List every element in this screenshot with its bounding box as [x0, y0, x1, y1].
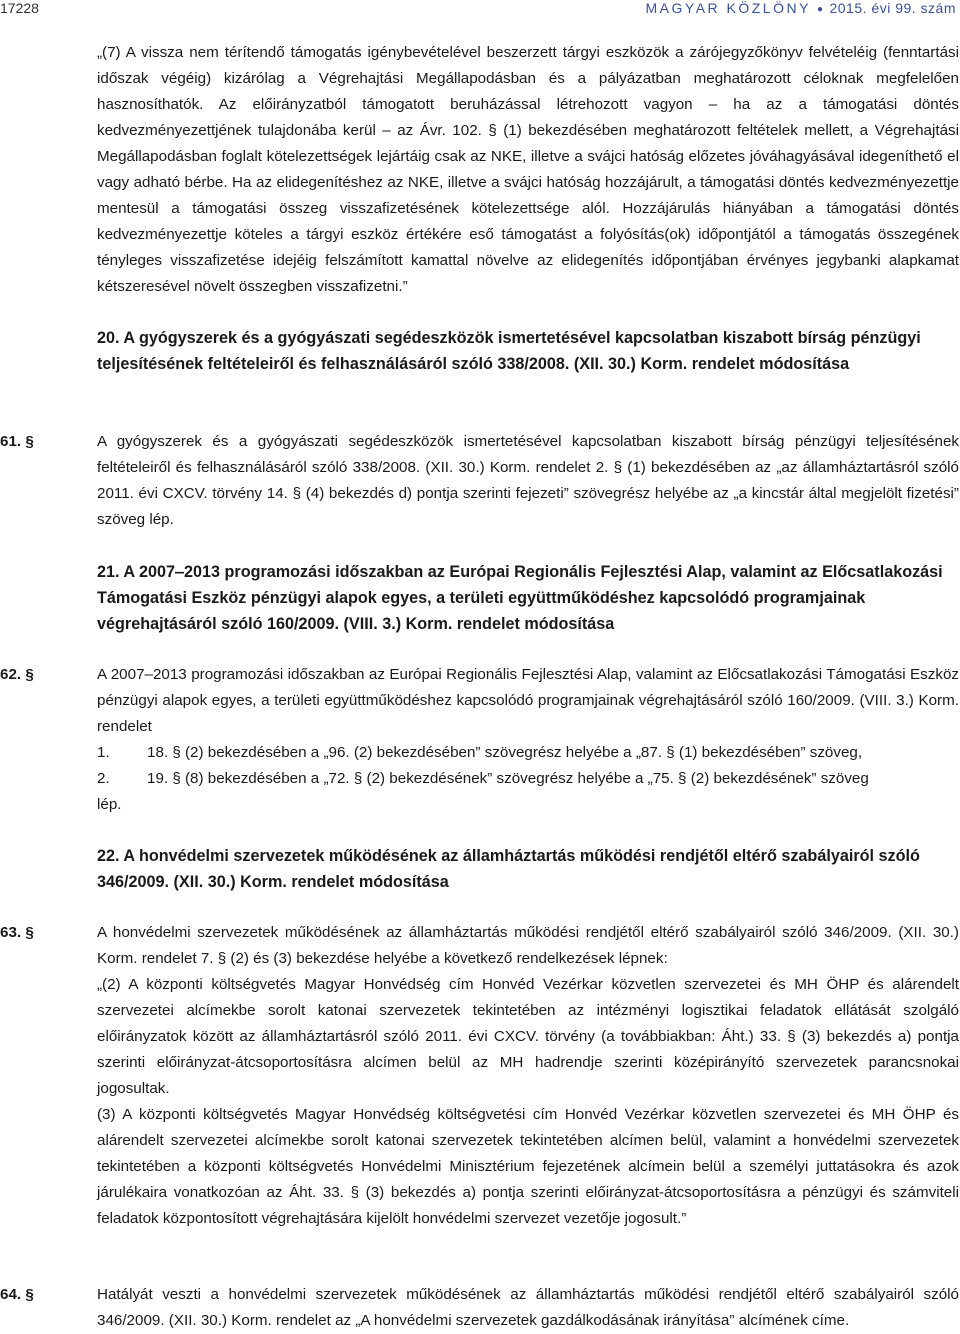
- section-63-number: 63. §: [0, 924, 34, 941]
- list-item-text: 18. § (2) bekezdésében a „96. (2) bekezdésében” szövegrész helyébe a „87. § (1) bekezdésében” szöveg,: [147, 744, 863, 761]
- section-63-paragraph-2: „(2) A központi költségvetés Magyar Honvédség cím Honvéd Vezérkar közvetlen szervezetei és MH ÖHP és alárendelt szervezetei alcímekbe sorolt katonai szervezetek tekintetében az intézményi logisztikai feladatok ellátását szolgáló előirányzatok között az államháztartásról szóló 2011. évi CXCV. törvény (a továbbiakban: Áht.) 33. § (3) bekezdés a) pontja szerinti előirányzat-átcsoportosításra alcímen belül az MH hadrendje szerinti középirányító szervezetek parancsnokai jogosultak.: [97, 976, 959, 1097]
- section-62-closing: lép.: [97, 796, 122, 813]
- section-64-text: Hatályát veszti a honvédelmi szervezetek működésének az államháztartás működési rendjétől eltérő szabályairól szóló 346/2009. (XII. 30.) Korm. rendelet az „A honvédelmi szervezetek gazdálkodásának irányítása” alcímének címe.: [97, 1286, 959, 1329]
- publication-title: MAGYAR KÖZLÖNY: [645, 0, 811, 16]
- section-62-number: 62. §: [0, 666, 34, 683]
- section-64-number: 64. §: [0, 1286, 34, 1303]
- section-22-heading: 22. A honvédelmi szervezetek működésének az államháztartás működési rendjétől eltérő szabályairól szóló 346/2009. (XII. 30.) Korm. rendelet módosítása: [97, 847, 920, 891]
- list-item: [97, 766, 959, 792]
- section-20-heading: 20. A gyógyszerek és a gyógyászati segédeszközök ismertetésével kapcsolatban kiszabott bírság pénzügyi teljesítésének feltételeiről és felhasználásáról szóló 338/2008. (XII. 30.) Korm. rendelet módosítása: [97, 329, 921, 373]
- section-61-number: 61. §: [0, 433, 34, 450]
- section-62-body: [97, 662, 959, 818]
- publication-info: [646, 0, 957, 16]
- list-item-number: 2.: [97, 770, 110, 787]
- section-63-body: [97, 920, 959, 1232]
- section-61-text: A gyógyszerek és a gyógyászati segédeszközök ismertetésével kapcsolatban kiszabott bírság pénzügyi teljesítésének feltételeiről és felhasználásáról szóló 338/2008. (XII. 30.) Korm. rendelet 2. § (1) bekezdésében az „az államháztartásról szóló 2011. évi CXCV. törvény 14. § (4) bekezdés d) pontja szerinti fejezeti” szövegrész helyébe az „a kincstár által megjelölt fizetési” szöveg lép.: [97, 433, 959, 528]
- section-63-paragraph-3: (3) A központi költségvetés Magyar Honvédség költségvetési cím Honvéd Vezérkar közvetlen szervezetei és MH ÖHP és alárendelt szervezetei alcímekbe sorolt katonai szervezetek tekintetében alcímen belül, valamint a honvédelmi szervezetek tekintetében a központi költségvetés Honvédelmi Minisztérium fejezetének alcímein belül a személyi juttatásokra és azok járulékaira vonatkozóan az Áht. 33. § (3) bekezdés a) pontja szerinti előirányzat-átcsoportosításra a pénzügyi és számviteli feladatok központosított végrehajtására kijelölt honvédelmi szervezet vezetője jogosult.”: [97, 1106, 959, 1227]
- list-item-text: 19. § (8) bekezdésében a „72. § (2) bekezdésének” szövegrész helyébe a „75. § (2) bekezdésének” szöveg: [147, 770, 869, 787]
- intro-paragraph: „(7) A vissza nem térítendő támogatás igénybevételével beszerzett tárgyi eszközök a zárójegyzőkönyv felvételéig (fenntartási időszak végéig) kizárólag a Végrehajtási Megállapodásban és a pályázatban meghatározott céloknak megfelelően hasznosíthatók. Az előirányzatból támogatott beruházással létrehozott vagyon ‒ ha az a támogatási döntés kedvezményezettjének tulajdonába kerül ‒ az Ávr. 102. § (1) bekezdésében meghatározott feltételek mellett, a Végrehajtási Megállapodásban foglalt kötelezettségek lejártáig csak az NKE, illetve a svájci hatóság előzetes jóváhagyásával idegeníthető el vagy adható bérbe. Ha az elidegenítéshez az NKE, illetve a svájci hatóság hozzájárult, a támogatási döntés kedvezményezettje mentesül a támogatási összeg visszafizetésének kötelezettsége alól. Hozzájárulás hiányában a támogatási döntés kedvezményezettje köteles a tárgyi eszköz értékére eső támogatást a folyósítás(ok) időpontjától a támogatás összegének tényleges visszafizetése idejéig felszámított kamattal növelve az elidegenítés időpontjában érvényes jegybanki alapkamat kétszeresével növelt összegben visszafizetni.”: [97, 44, 959, 295]
- section-62-intro: A 2007‒2013 programozási időszakban az Európai Regionális Fejlesztési Alap, valamint az Előcsatlakozási Támogatási Eszköz pénzügyi alapok egyes, a területi együttműködéshez kapcsolódó programjainak végrehajtásáról szóló 160/2009. (VIII. 3.) Korm. rendelet: [97, 666, 959, 735]
- section-63-intro: A honvédelmi szervezetek működésének az államháztartás működési rendjétől eltérő szabályairól szóló 346/2009. (XII. 30.) Korm. rendelet 7. § (2) és (3) bekezdése helyébe a következő rendelkezések lépnek:: [97, 924, 959, 967]
- page-header: [0, 0, 960, 22]
- list-item-number: 1.: [97, 744, 110, 761]
- separator-dot-icon: ●: [816, 3, 824, 15]
- issue-label: 2015. évi 99. szám: [829, 0, 956, 16]
- section-21-heading: 21. A 2007‒2013 programozási időszakban az Európai Regionális Fejlesztési Alap, valamint az Előcsatlakozási Támogatási Eszköz pénzügyi alapok egyes, a területi együttműködéshez kapcsolódó programjainak végrehajtásáról szóló 160/2009. (VIII. 3.) Korm. rendelet módosítása: [97, 563, 943, 633]
- list-item: [97, 740, 959, 766]
- page-number: 17228: [0, 0, 39, 16]
